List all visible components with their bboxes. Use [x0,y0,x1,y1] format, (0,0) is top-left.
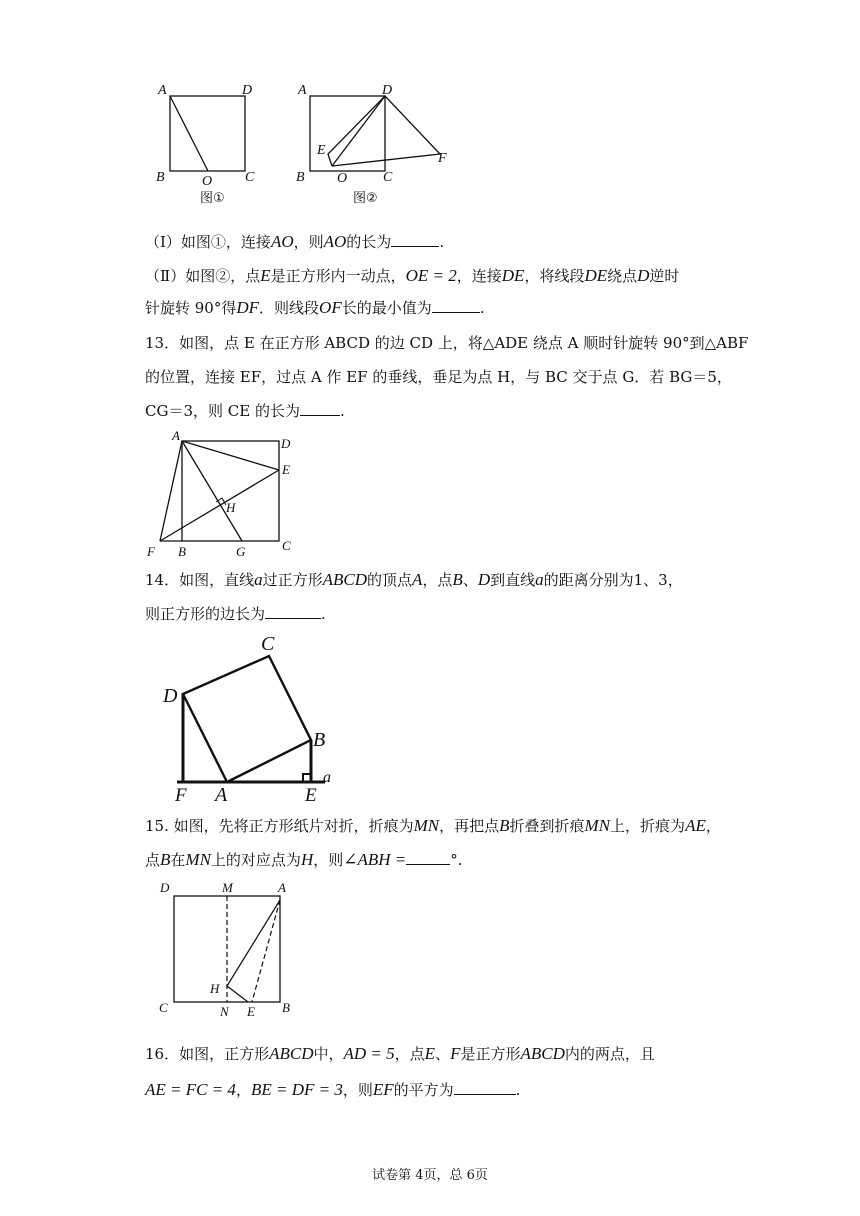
label-h: H [226,500,236,515]
label-m: M [222,880,233,895]
segment-ao [170,96,208,171]
label-c: C [383,170,393,185]
label-g: G [236,544,246,559]
answer-blank[interactable] [454,1080,516,1095]
label-f: F [147,544,155,559]
figure-1 [150,78,265,210]
label-a: A [215,784,228,803]
label-f: F [438,151,447,166]
segments-od-de-df-fo [332,96,440,166]
q13-line2: 的位置，连接 EF，过点 A 作 EF 的垂线，垂足为点 H，与 BC 交于点 G．若 BG＝5， [145,368,732,386]
label-a: A [278,880,286,895]
answer-blank[interactable] [406,850,450,865]
label-n: N [220,1004,229,1019]
label-d: D [160,880,170,895]
label-b: B [282,1000,290,1015]
label-d: D [163,685,178,707]
label-c: C [159,1000,168,1015]
caption-2: 图② [353,191,378,206]
q14-line1: 14．如图，直线a过正方形ABCD的顶点A，点B、D到直线a的距离分别为1、3， [145,570,683,589]
label-e: E [317,143,326,158]
figure-q15 [152,876,312,1021]
label-b: B [156,170,165,185]
figure-2 [290,78,460,210]
label-b: B [313,729,326,751]
fold-ae [252,900,280,1002]
q13-line3: CG＝3，则 CE 的长为 . [145,402,345,420]
label-o: O [337,171,348,186]
label-e: E [305,785,317,803]
segment-ah [227,900,280,986]
label-a: A [158,83,167,98]
label-c: C [261,633,275,655]
q15-line1: 15. 如图，先将正方形纸片对折，折痕为MN，再把点B折叠到折痕MN上，折痕为AE， [145,816,721,835]
q16-line1: 16．如图，正方形ABCD中，AD = 5，点E、F是正方形ABCD内的两点，且 [145,1044,655,1063]
label-b: B [296,170,305,185]
q12-part2-line1: （Ⅱ）如图②，点E是正方形内一动点，OE = 2，连接DE，将线段DE绕点D逆时 [145,266,680,285]
label-d: D [242,83,253,98]
answer-blank[interactable] [432,298,480,313]
answer-blank[interactable] [265,604,321,619]
label-a: A [298,83,307,98]
caption-1: 图① [200,191,225,206]
label-a-line: a [323,769,331,786]
q15-line2: 点B在MN上的对应点为H，则∠ABH = °. [145,850,463,869]
label-o: O [202,174,213,189]
square-abcd [170,96,245,171]
label-f: F [175,785,187,803]
segment-he [227,986,248,1002]
page-footer: 试卷第 4页，总 6页 [372,1168,488,1183]
label-b: B [178,544,186,559]
answer-blank[interactable] [300,401,340,416]
figure-q14 [155,628,355,803]
label-d: D [281,436,291,451]
label-d: D [382,83,393,98]
q12-part1: （Ⅰ）如图①，连接AO，则AO的长为 . [145,232,445,251]
label-c: C [245,170,255,185]
square-abcd [183,656,311,782]
label-e: E [247,1004,255,1019]
q12-part2-line2: 针旋转 90°得DF．则线段OF长的最小值为 . [145,298,485,317]
q14-line2: 则正方形的边长为 . [145,605,326,623]
answer-blank[interactable] [391,232,439,247]
segment-ef [160,470,279,541]
q16-line2: AE = FC = 4，BE = DF = 3，则EF的平方为 . [145,1080,521,1099]
segment-af [160,441,182,541]
label-h: H [210,981,220,996]
label-e: E [282,462,290,477]
figure-q13 [140,426,310,561]
label-a: A [172,428,180,443]
q13-line1: 13．如图，点 E 在正方形 ABCD 的边 CD 上，将△ADE 绕点 A 顺时针旋转 90°到△ABF [145,334,749,352]
label-c: C [282,538,291,553]
